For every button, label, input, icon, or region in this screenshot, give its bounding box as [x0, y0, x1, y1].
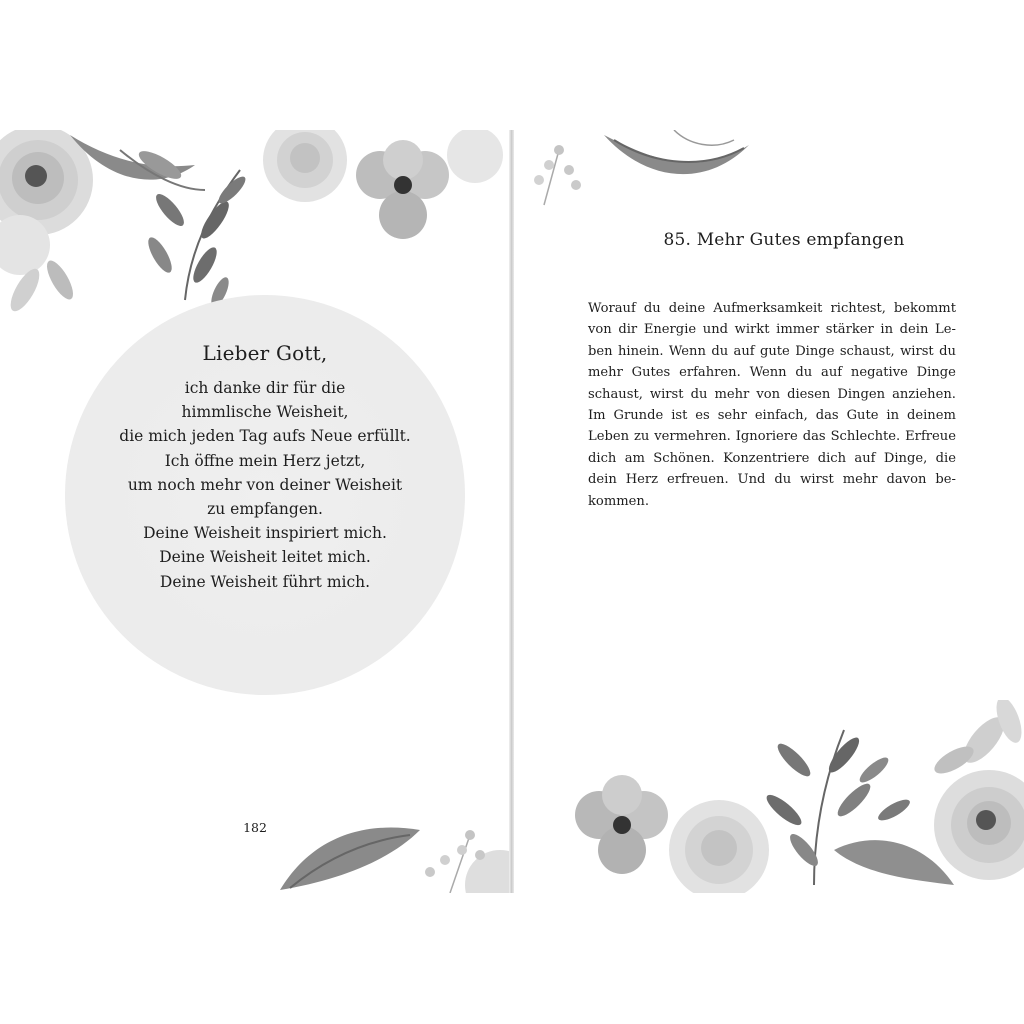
- body-word: dein: [588, 472, 617, 488]
- body-word: Worauf: [588, 301, 636, 316]
- body-word: du: [939, 343, 956, 359]
- body-word: stärker: [825, 322, 874, 338]
- body-word: Leben: [588, 429, 630, 445]
- prayer-line: um noch mehr von deiner Weisheit: [127, 475, 403, 494]
- body-text-line: [588, 298, 956, 319]
- prayer-block: [65, 340, 465, 594]
- body-text-line: [588, 405, 956, 426]
- floral-top-right-decoration: [514, 130, 774, 210]
- body-text-line: [588, 426, 956, 447]
- prayer-title: Lieber Gott,: [202, 341, 328, 365]
- prayer-line: zu empfangen.: [207, 500, 323, 519]
- body-word: deinem: [906, 408, 956, 424]
- body-word: mehr: [714, 386, 750, 402]
- body-word: auf: [854, 450, 876, 466]
- body-text-line: [588, 341, 956, 362]
- body-word: du: [643, 301, 661, 316]
- prayer-line: Deine Weisheit leitet mich.: [159, 548, 371, 567]
- body-word: Gute: [846, 408, 879, 424]
- right-page: [514, 130, 1024, 893]
- body-text-line: [588, 362, 956, 383]
- body-word: in: [886, 408, 900, 424]
- body-word: bekommt: [893, 301, 956, 316]
- body-word: auf: [821, 365, 843, 381]
- body-word: die: [935, 450, 956, 466]
- body-word: Schönen.: [653, 450, 715, 466]
- body-word: Gutes: [631, 365, 671, 381]
- body-word: Dinge: [795, 343, 835, 359]
- body-word: in: [880, 322, 894, 338]
- body-word: Energie: [643, 322, 697, 338]
- body-word: wirkt: [734, 322, 770, 338]
- body-word: Grunde: [613, 408, 664, 424]
- body-word: schaust,: [588, 386, 643, 402]
- body-word: be-: [935, 472, 956, 488]
- body-text-line: [588, 384, 956, 405]
- body-text-line: [588, 491, 956, 512]
- body-word: mehr: [588, 365, 623, 381]
- body-word: Dinge: [916, 365, 956, 381]
- body-word: das: [815, 408, 839, 424]
- page-number: 182: [243, 820, 267, 835]
- body-word: Aufmerksamkeit: [713, 301, 823, 316]
- floral-bottom-left-decoration: [270, 810, 510, 893]
- body-word: hinein.: [617, 343, 664, 359]
- body-word: dich: [817, 450, 847, 466]
- body-word: es: [695, 408, 710, 424]
- body-word: du: [795, 365, 813, 381]
- body-word: Konzentriere: [723, 450, 810, 466]
- body-word: sehr: [717, 408, 747, 424]
- body-word: Im: [588, 408, 606, 424]
- book-spread: [0, 130, 1024, 893]
- body-word: immer: [776, 322, 820, 338]
- body-word: anziehen.: [892, 386, 956, 402]
- body-word: negative: [850, 365, 908, 381]
- body-word: Und: [737, 472, 766, 488]
- body-word: Ignoriere: [735, 429, 798, 445]
- body-word: richtest,: [830, 301, 886, 316]
- body-word: und: [702, 322, 729, 338]
- body-word: Wenn: [668, 343, 706, 359]
- chapter-body-text: [588, 298, 956, 512]
- body-word: Schlechte.: [830, 429, 901, 445]
- prayer-line: Deine Weisheit führt mich.: [159, 572, 371, 591]
- body-word: Erfreue: [905, 429, 956, 445]
- body-word: das: [802, 429, 826, 445]
- body-text-line: [588, 448, 956, 469]
- body-text-line: [588, 319, 956, 340]
- body-word: zu: [633, 429, 650, 445]
- body-word: Wenn: [749, 365, 787, 381]
- body-word: erfreuen.: [666, 472, 729, 488]
- body-word: am: [624, 450, 645, 466]
- body-word: wirst: [800, 472, 834, 488]
- body-word: du: [774, 472, 792, 488]
- body-word: dein: [899, 322, 929, 338]
- body-word: von: [756, 386, 781, 402]
- prayer-line: Deine Weisheit inspiriert mich.: [143, 524, 387, 543]
- body-word: wirst: [900, 343, 934, 359]
- body-text-line: [588, 469, 956, 490]
- body-word: davon: [886, 472, 927, 488]
- body-word: diesen: [787, 386, 831, 402]
- body-word: von: [588, 322, 612, 338]
- left-page: [0, 130, 510, 893]
- body-word: Herz: [625, 472, 659, 488]
- body-word: dir: [618, 322, 638, 338]
- body-word: vermehren.: [654, 429, 731, 445]
- prayer-line: himmlische Weisheit,: [181, 403, 349, 422]
- body-word: Dingen: [837, 386, 886, 402]
- body-word: ist: [671, 408, 688, 424]
- prayer-line: Ich öffne mein Herz jetzt,: [164, 451, 366, 470]
- body-word: kommen.: [588, 493, 649, 509]
- body-word: du: [711, 343, 729, 359]
- body-word: deine: [668, 301, 706, 316]
- body-word: gute: [759, 343, 790, 359]
- prayer-line: ich danke dir für die: [184, 379, 346, 397]
- body-word: mehr: [842, 472, 878, 488]
- prayer-line: die mich jeden Tag aufs Neue erfüllt.: [119, 427, 411, 446]
- body-word: Le-: [935, 322, 956, 338]
- body-word: schaust,: [839, 343, 895, 359]
- floral-bottom-right-decoration: [514, 700, 1024, 893]
- body-word: du: [690, 386, 708, 402]
- body-word: dich: [588, 450, 617, 466]
- body-word: wirst: [649, 386, 684, 402]
- body-word: erfahren.: [679, 365, 741, 381]
- chapter-title: 85. Mehr Gutes empfangen: [663, 230, 905, 250]
- body-word: ben: [588, 343, 613, 359]
- body-word: auf: [733, 343, 755, 359]
- body-word: Dinge,: [883, 450, 928, 466]
- body-word: einfach,: [754, 408, 808, 424]
